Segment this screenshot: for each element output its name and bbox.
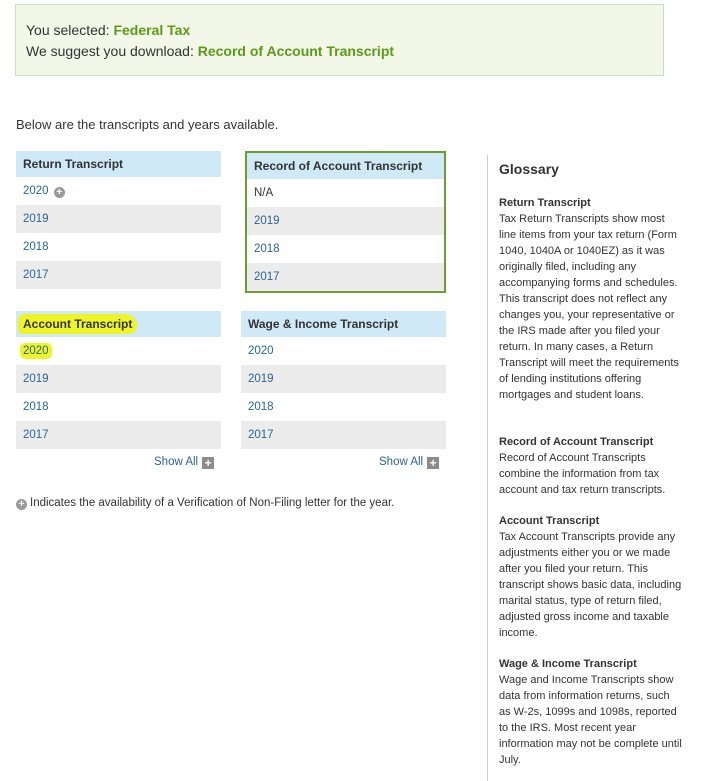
glossary-term: Record of Account Transcript [499,436,654,448]
vnf-footnote-text: Indicates the availability of a Verification of Non-Filing letter for the year. [30,497,395,509]
glossary-title: Glossary [499,161,559,177]
selected-value: Federal Tax [113,22,191,38]
selected-label: You selected: [26,22,110,38]
account-year-link[interactable]: 2017 [23,429,49,441]
return-year-row[interactable] [16,233,221,261]
account-transcript-header [16,311,221,337]
glossary-definition: Tax Account Transcripts provide any adjustments either you or we made after you filed your return. This transcript shows basic data, including marital status, type of return filed, adjusted gross income and taxable income. [499,531,682,639]
glossary-entry [499,195,684,403]
record-transcript-title: Record of Account Transcript [247,153,444,179]
glossary-panel [487,155,688,781]
plus-circle-icon: + [16,499,27,510]
glossary-entry [499,656,684,768]
plus-square-icon: + [427,457,439,469]
wage-transcript-title: Wage & Income Transcript [241,311,446,337]
glossary-entry [499,434,684,498]
account-year-link[interactable]: 2019 [23,373,49,385]
wage-show-all-label: Show All [379,456,424,468]
return-year-2020-link[interactable]: 2020 [23,185,49,197]
account-year-2020-row[interactable] [16,337,221,365]
glossary-entry [499,513,684,641]
wage-year-row[interactable] [241,337,446,365]
wage-year-link[interactable]: 2018 [248,401,274,413]
return-transcript-title: Return Transcript [16,151,221,177]
wage-income-transcript-table [241,311,446,449]
return-year-2020-row[interactable] [16,177,221,205]
glossary-term: Wage & Income Transcript [499,658,637,670]
vnf-plus-circle-icon: + [54,187,65,198]
wage-year-row[interactable] [241,393,446,421]
account-year-link[interactable]: 2018 [23,401,49,413]
account-year-row[interactable] [16,393,221,421]
record-year-na: N/A [254,187,274,199]
account-show-all-button[interactable] [154,456,214,469]
glossary-term: Return Transcript [499,197,591,209]
wage-year-row[interactable] [241,421,446,449]
glossary-definition: Record of Account Transcripts combine the information from tax account and tax return transcripts. [499,452,666,496]
record-year-row[interactable] [247,235,444,263]
record-of-account-transcript-table [245,151,446,293]
glossary-definition: Wage and Income Transcripts show data from information returns, such as W-2s, 1099s and 1098s, reported to the IRS. Most recent year information may not be complete until July. [499,674,682,766]
wage-show-all-button[interactable] [379,456,439,469]
wage-year-link[interactable]: 2020 [248,345,274,357]
return-year-link[interactable]: 2017 [23,269,49,281]
record-year-row[interactable] [247,207,444,235]
return-year-row[interactable] [16,205,221,233]
selected-line [26,22,190,38]
return-transcript-table [16,151,221,289]
account-show-all-label: Show All [154,456,199,468]
return-year-link[interactable]: 2019 [23,213,49,225]
glossary-term: Account Transcript [499,515,600,527]
vnf-footnote [16,497,394,510]
record-year-link[interactable]: 2017 [254,271,280,283]
wage-year-row[interactable] [241,365,446,393]
record-year-link[interactable]: 2019 [254,215,280,227]
suggest-label: We suggest you download: [26,43,194,59]
account-transcript-table [16,311,221,449]
intro-text: Below are the transcripts and years available. [16,117,279,132]
record-year-link[interactable]: 2018 [254,243,280,255]
selection-summary [15,4,664,76]
plus-square-icon: + [202,457,214,469]
suggest-line [26,43,394,59]
account-year-row[interactable] [16,365,221,393]
wage-year-link[interactable]: 2019 [248,373,274,385]
record-year-row[interactable] [247,263,444,291]
return-year-link[interactable]: 2018 [23,241,49,253]
return-year-row[interactable] [16,261,221,289]
wage-year-link[interactable]: 2017 [248,429,274,441]
suggest-value: Record of Account Transcript [197,43,395,59]
account-year-row[interactable] [16,421,221,449]
glossary-definition: Tax Return Transcripts show most line items from your tax return (Form 1040, 1040A or 1040EZ) as it was originally filed, including any accompanying forms and schedules. This transcript does not reflect any changes you, your representative or the IRS made after you filed your return. In many cases, a Return Transcript will meet the requirements of lending institutions offering mortgages and student loans. [499,213,679,401]
account-year-2020-link[interactable]: 2020 [20,343,52,359]
account-transcript-title: Account Transcript [18,314,137,334]
